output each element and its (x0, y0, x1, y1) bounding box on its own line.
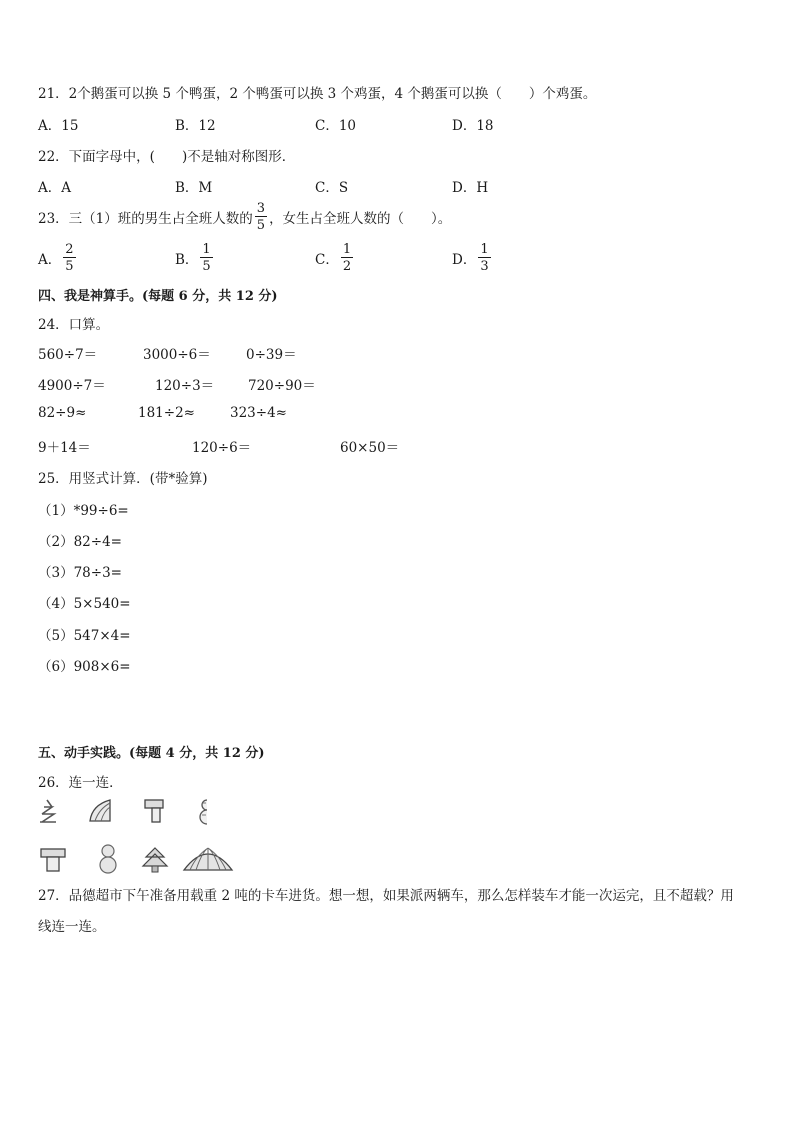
q22-stem: 22．下面字母中，( )不是轴对称图形． (38, 149, 296, 165)
q21-option-a: A．15 (38, 118, 79, 134)
q24-stem: 24．口算。 (38, 317, 110, 333)
q25-stem: 25．用竖式计算．(带*验算) (38, 471, 208, 487)
oral-calc-item: 323÷4≈ (230, 405, 287, 421)
q23-option-a (38, 243, 78, 273)
vertical-calc-item: （5）547×4= (38, 628, 131, 644)
fraction-denominator: 2 (342, 259, 352, 274)
q22-option-a: A．A (38, 180, 71, 196)
fraction-denominator: 5 (202, 259, 211, 274)
option-fraction (200, 243, 212, 273)
option-fraction (341, 243, 353, 273)
q23-option-c (315, 243, 355, 273)
pine-tree-shape-icon (140, 846, 170, 874)
q22-option-c: C．S (315, 180, 349, 196)
fraction-numerator: 1 (202, 242, 211, 257)
fraction-denominator: 3 (480, 259, 489, 274)
section-5-title: 五、动手实践。(每题 4 分，共 12 分) (38, 746, 265, 761)
fraction-numerator: 1 (342, 242, 352, 257)
option-label: C． (315, 252, 339, 268)
fraction-numerator: 3 (256, 201, 266, 216)
oral-calc-item: 560÷7＝ (38, 347, 98, 363)
q23-stem (38, 202, 451, 232)
fraction-denominator: 5 (256, 218, 266, 233)
oral-calc-item: 82÷9≈ (38, 405, 87, 421)
snowman-shape-icon (96, 842, 120, 876)
q23-option-b (175, 243, 215, 273)
q23-stem-fraction (255, 202, 267, 232)
oral-calc-item: 120÷6＝ (192, 440, 252, 456)
vertical-calc-item: （1）*99÷6= (38, 503, 129, 519)
option-fraction (63, 243, 75, 273)
q23-stem-after: ，女生占全班人数的（ ）。 (269, 211, 452, 227)
oral-calc-item: 3000÷6＝ (143, 347, 211, 363)
vertical-calc-item: （2）82÷4= (38, 534, 122, 550)
q21-option-d: D．18 (452, 118, 494, 134)
q22-option-b: B．M (175, 180, 213, 196)
half-pine-shape-icon (38, 798, 60, 824)
option-label: D． (452, 252, 477, 268)
fraction-denominator: 5 (65, 259, 74, 274)
q23-option-d (452, 243, 493, 273)
umbrella-shape-icon (182, 846, 234, 872)
option-fraction (478, 243, 490, 273)
q26-stem: 26．连一连． (38, 775, 123, 791)
half-snowman-shape-icon (194, 797, 210, 827)
half-umbrella-shape-icon (86, 797, 114, 825)
option-label: A． (38, 252, 62, 268)
vertical-calc-item: （4）5×540= (38, 596, 131, 612)
q21-option-b: B．12 (175, 118, 216, 134)
oral-calc-item: 0÷39＝ (246, 347, 297, 363)
vertical-calc-item: （6）908×6= (38, 659, 131, 675)
q21-option-c: C．10 (315, 118, 357, 134)
q22-option-d: D．H (452, 180, 489, 196)
q21-stem: 21．2个鹅蛋可以换 5 个鸭蛋，2 个鸭蛋可以换 3 个鸡蛋，4 个鹅蛋可以换（ ）个鸡蛋。 (38, 86, 597, 102)
house-shape-icon (38, 846, 68, 874)
oral-calc-item: 120÷3＝ (155, 378, 215, 394)
oral-calc-item: 181÷2≈ (138, 405, 195, 421)
q27-line2: 线连一连。 (38, 919, 106, 935)
half-house-shape-icon (142, 797, 166, 825)
oral-calc-item: 60×50＝ (340, 440, 400, 456)
q23-stem-before: 23．三（1）班的男生占全班人数的 (38, 211, 253, 227)
option-label: B． (175, 252, 199, 268)
vertical-calc-item: （3）78÷3= (38, 565, 122, 581)
oral-calc-item: 9＋14＝ (38, 440, 91, 456)
fraction-numerator: 2 (65, 242, 74, 257)
fraction-numerator: 1 (480, 242, 489, 257)
q27-line1: 27．品德超市下午准备用载重 2 吨的卡车进货。想一想，如果派两辆车，那么怎样装车才能一次运完，且不超载？用 (38, 888, 734, 904)
section-4-title: 四、我是神算手。(每题 6 分，共 12 分) (38, 289, 278, 304)
oral-calc-item: 4900÷7＝ (38, 378, 106, 394)
oral-calc-item: 720÷90＝ (248, 378, 316, 394)
